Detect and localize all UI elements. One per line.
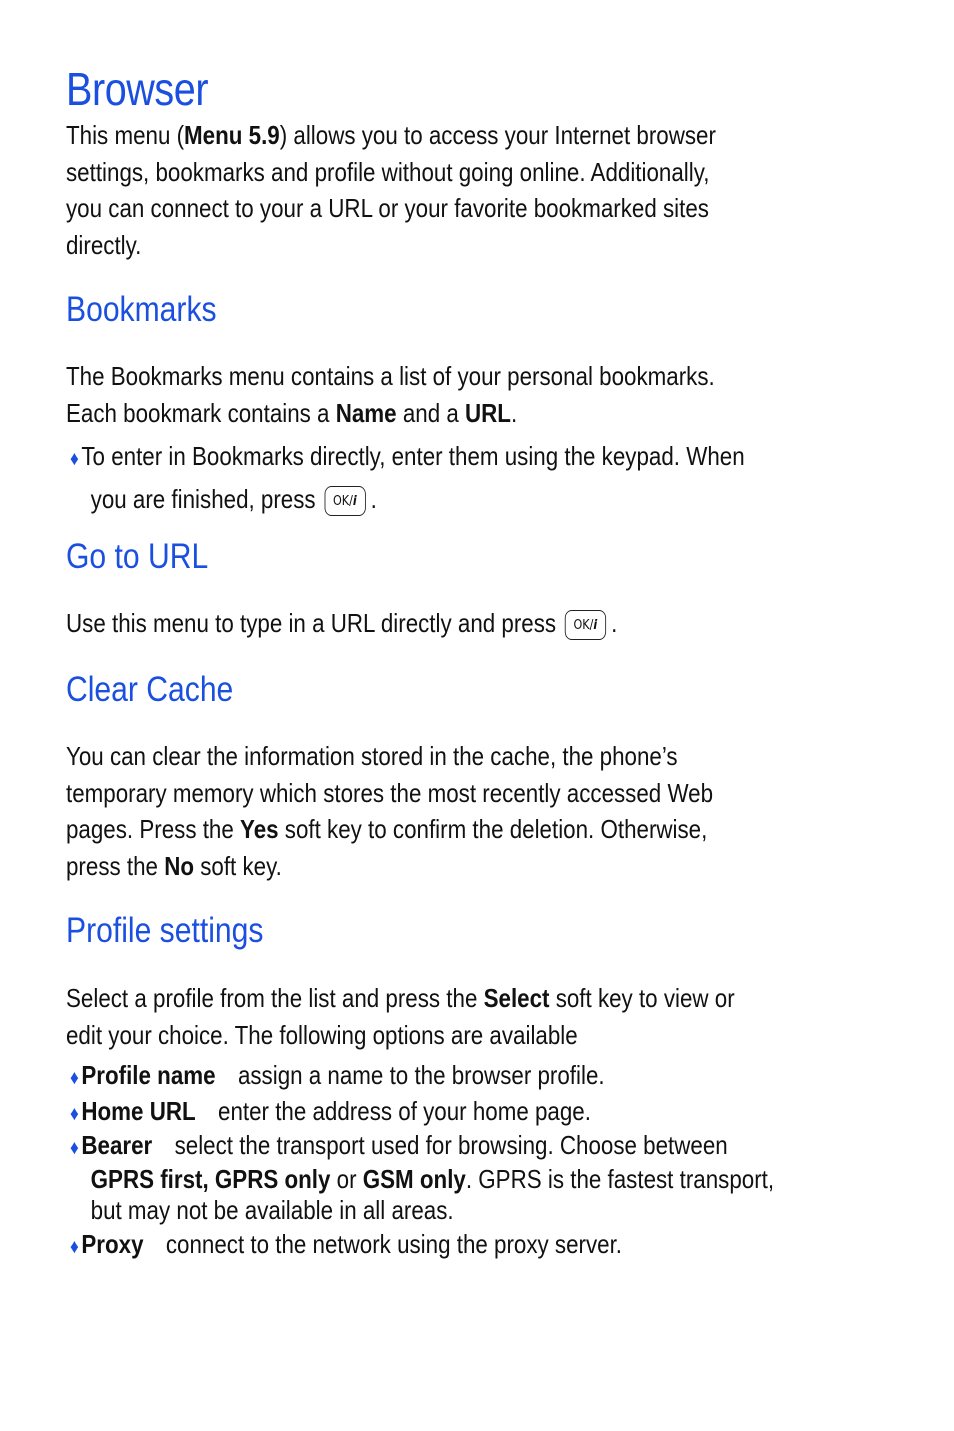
bookmarks-heading: Bookmarks	[66, 290, 217, 329]
item-term: Profile name	[81, 1060, 216, 1090]
bookmarks-text: Each bookmark contains a	[66, 397, 336, 428]
intro-text: directly.	[66, 229, 142, 260]
proxy-item	[70, 1226, 622, 1265]
menu-ref: Menu 5.9	[184, 120, 280, 150]
ok-key-icon: OK/i	[324, 486, 365, 516]
no-term: No	[164, 850, 195, 881]
intro-text: settings, bookmarks and profile without going online. Additionally,	[66, 156, 710, 187]
page-title: Browser	[66, 63, 209, 115]
intro-text: you can connect to your a URL or your favorite bookmarked sites	[66, 193, 709, 223]
intro-text: This menu (	[66, 120, 185, 150]
clear-cache-text: You can clear the information stored in the cache, the phone’s	[66, 741, 678, 771]
name-term: Name	[335, 397, 397, 428]
clear-cache-heading: Clear Cache	[66, 670, 234, 709]
gprs-options: GPRS first, GPRS only	[90, 1164, 331, 1194]
bookmarks-bullet: ♦To enter in Bookmarks directly, enter them using the keypad. When you are finished, press OK/i .	[70, 436, 745, 519]
intro-text: ) allows you to access your Internet browser	[279, 120, 716, 150]
go-to-url-paragraph: Use this menu to type in a URL directly and press OK/i .	[66, 605, 617, 642]
home-url-item	[70, 1093, 591, 1132]
item-desc: connect to the network using the proxy server.	[165, 1229, 623, 1259]
go-to-url-heading: Go to URL	[66, 537, 209, 576]
item-term: Home URL	[81, 1096, 196, 1126]
url-term: URL	[465, 397, 511, 428]
yes-term: Yes	[240, 814, 279, 844]
bullet-text: To enter in Bookmarks directly, enter them using the keypad. When	[81, 441, 745, 471]
bullet-text: you are finished, press	[90, 484, 316, 514]
clear-cache-paragraph: You can clear the information stored in the cache, the phone’s temporary memory which stores the most recently accessed Web pages. Press the Yes soft key to confirm the deletion. Otherwise, press the No soft key.	[66, 741, 714, 881]
item-term: Proxy	[81, 1229, 144, 1259]
bookmarks-paragraph	[66, 358, 715, 431]
item-desc: enter the address of your home page.	[218, 1096, 591, 1126]
gsm-option: GSM only	[362, 1164, 466, 1194]
profile-settings-heading: Profile settings	[66, 911, 264, 950]
bearer-item: ♦Bearer select the transport used for browsing. Choose between GPRS first, GPRS only or GSM only. GPRS is the fastest transport, but may not be available in all areas.	[70, 1130, 775, 1225]
bullet-diamond-icon: ♦	[70, 1236, 79, 1258]
bookmarks-text: The Bookmarks menu contains a list of your personal bookmarks.	[66, 361, 715, 391]
bullet-diamond-icon: ♦	[70, 1103, 79, 1125]
item-term: Bearer	[81, 1130, 153, 1160]
profile-name-item	[70, 1057, 605, 1096]
go-to-url-text: Use this menu to type in a URL directly and press	[66, 608, 557, 638]
clear-cache-text: temporary memory which stores the most recently accessed Web	[66, 777, 714, 808]
item-desc: select the transport used for browsing. Choose between	[174, 1130, 728, 1160]
profile-settings-paragraph: Select a profile from the list and press the Select soft key to view or edit your choice. The following options are available	[66, 983, 735, 1050]
bookmarks-text: .	[510, 397, 518, 428]
bullet-diamond-icon: ♦	[70, 1137, 79, 1159]
bookmarks-text: and a	[396, 397, 466, 428]
intro-paragraph	[66, 117, 716, 263]
bullet-diamond-icon: ♦	[70, 448, 79, 470]
bullet-diamond-icon: ♦	[70, 1067, 79, 1089]
select-term: Select	[483, 983, 550, 1013]
item-desc: assign a name to the browser profile.	[237, 1060, 605, 1090]
ok-key-icon: OK/i	[565, 610, 606, 640]
